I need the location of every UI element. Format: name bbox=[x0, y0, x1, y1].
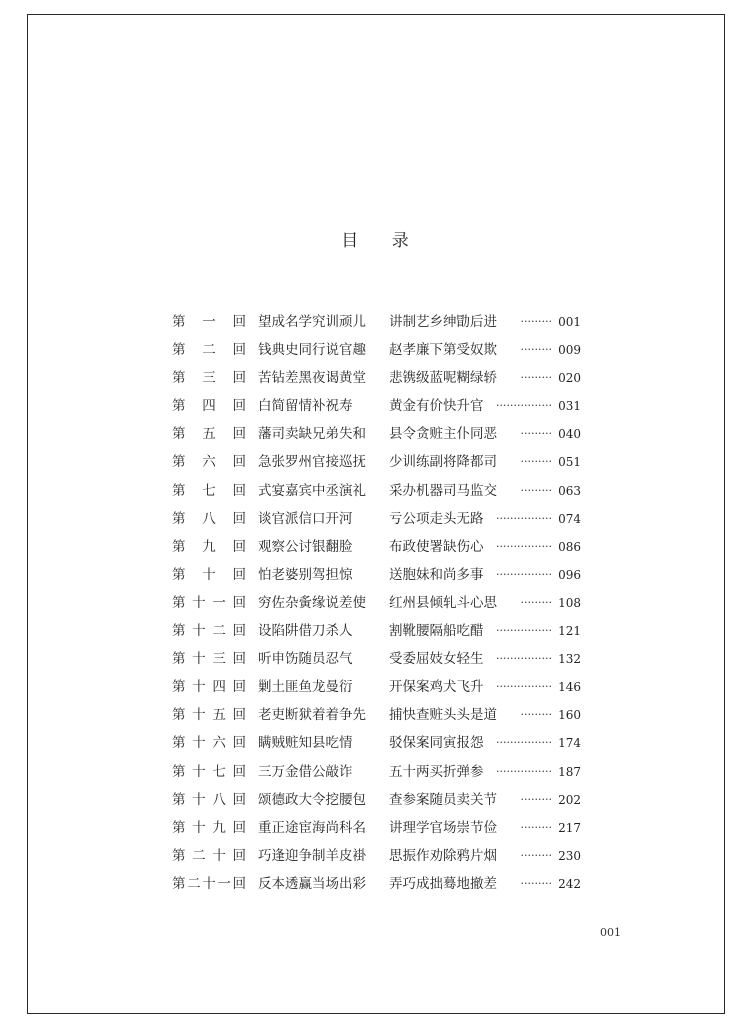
chapter-number-char: 第 bbox=[172, 623, 186, 640]
chapter-heading-first: 反本透赢当场出彩 bbox=[258, 875, 366, 892]
chapter-number-char: 第 bbox=[172, 791, 186, 808]
dot-leader: ········· bbox=[520, 792, 552, 806]
chapter-number-char: 九 bbox=[212, 819, 226, 836]
chapter-number bbox=[172, 872, 246, 896]
toc-entry[interactable] bbox=[172, 675, 587, 703]
chapter-number bbox=[172, 591, 246, 615]
chapter-number-char: 十 bbox=[192, 679, 206, 696]
chapter-heading-first: 怕老婆别驾担惊 bbox=[258, 566, 353, 583]
chapter-page-number: 217 bbox=[558, 820, 581, 835]
chapter-number bbox=[172, 563, 246, 587]
chapter-page-number: 074 bbox=[558, 511, 581, 526]
dot-leader: ········· bbox=[520, 483, 552, 497]
toc-entry[interactable] bbox=[172, 844, 587, 872]
chapter-number bbox=[172, 731, 246, 755]
chapter-number-char: 回 bbox=[232, 538, 246, 555]
chapter-number-char: 回 bbox=[232, 763, 246, 780]
chapter-heading-first: 望成名学究训顽儿 bbox=[258, 314, 366, 330]
chapter-number-char: 二 bbox=[192, 847, 206, 864]
chapter-page-number: 174 bbox=[558, 736, 581, 751]
chapter-heading-second: 驳保案同寅报怨 bbox=[389, 735, 484, 752]
chapter-number-char: 八 bbox=[212, 791, 226, 808]
chapter-page-number: 187 bbox=[558, 764, 581, 779]
chapter-heading-first: 藩司卖缺兄弟失和 bbox=[258, 426, 366, 443]
chapter-number-char: 十 bbox=[192, 623, 206, 640]
chapter-number bbox=[172, 507, 246, 531]
chapter-heading-second: 亏公项走头无路 bbox=[389, 510, 484, 527]
chapter-number-char: 七 bbox=[212, 763, 226, 780]
chapter-number-char: 十 bbox=[192, 735, 206, 752]
dot-leader: ········· bbox=[520, 371, 552, 385]
chapter-heading-second: 割靴腰隔船吃醋 bbox=[389, 623, 484, 640]
chapter-number-char: 回 bbox=[232, 370, 246, 387]
chapter-number-char: 二 bbox=[202, 342, 216, 359]
chapter-number-char: 三 bbox=[212, 651, 226, 668]
chapter-heading-first: 重正途宦海尚科名 bbox=[258, 819, 366, 836]
chapter-page-number: 160 bbox=[558, 708, 581, 723]
dot-leader: ················ bbox=[496, 399, 552, 413]
chapter-number-char: 第 bbox=[172, 566, 186, 583]
dot-leader: ········· bbox=[520, 595, 552, 609]
chapter-page-number: 040 bbox=[558, 427, 581, 442]
chapter-number-char: 二 bbox=[187, 875, 201, 892]
chapter-number-char: 回 bbox=[232, 566, 246, 583]
chapter-number-char: 第 bbox=[172, 651, 186, 668]
chapter-number-char: 第 bbox=[172, 763, 186, 780]
chapter-number-char: 三 bbox=[202, 370, 216, 387]
dot-leader: ········· bbox=[520, 315, 552, 328]
toc-entry[interactable] bbox=[172, 479, 587, 507]
page-number: 001 bbox=[600, 926, 621, 939]
chapter-heading-first: 剿土匪鱼龙曼衍 bbox=[258, 679, 353, 696]
chapter-number-char: 第 bbox=[172, 819, 186, 836]
chapter-heading-first: 谈官派信口开河 bbox=[258, 510, 353, 527]
chapter-heading-second: 讲理学官场崇节俭 bbox=[389, 819, 497, 836]
chapter-number-char: 第 bbox=[172, 538, 186, 555]
chapter-number-char: 回 bbox=[232, 651, 246, 668]
chapter-number-char: 回 bbox=[232, 819, 246, 836]
dot-leader: ········· bbox=[520, 876, 552, 890]
chapter-number bbox=[172, 703, 246, 727]
chapter-heading-second: 讲制艺乡绅勖后进 bbox=[389, 314, 497, 330]
chapter-heading-second: 少训练副将降都司 bbox=[389, 454, 497, 471]
chapter-page-number: 009 bbox=[558, 343, 581, 358]
chapter-number bbox=[172, 816, 246, 840]
chapter-number-char: 第 bbox=[172, 594, 186, 611]
chapter-page-number: 132 bbox=[558, 652, 581, 667]
chapter-number-char: 回 bbox=[232, 454, 246, 471]
dot-leader: ········· bbox=[520, 455, 552, 469]
toc-entry[interactable] bbox=[172, 422, 587, 450]
chapter-page-number: 108 bbox=[558, 595, 581, 610]
chapter-page-number: 086 bbox=[558, 539, 581, 554]
chapter-number-char: 九 bbox=[202, 538, 216, 555]
chapter-heading-first: 老吏断狱着着争先 bbox=[258, 707, 366, 724]
chapter-heading-second: 红州县倾轧斗心思 bbox=[389, 594, 497, 611]
chapter-number-char: 第 bbox=[172, 482, 186, 499]
chapter-number bbox=[172, 760, 246, 784]
chapter-heading-second: 悲镌级蓝呢糊绿轿 bbox=[389, 370, 497, 387]
chapter-page-number: 242 bbox=[558, 876, 581, 891]
chapter-number-char: 第 bbox=[172, 342, 186, 359]
chapter-number-char: 回 bbox=[232, 875, 246, 892]
chapter-number-char: 回 bbox=[232, 482, 246, 499]
chapter-number-char: 第 bbox=[172, 454, 186, 471]
chapter-number-char: 十 bbox=[192, 707, 206, 724]
chapter-heading-first: 急张罗州官接巡抚 bbox=[258, 454, 366, 471]
chapter-number-char: 第 bbox=[172, 426, 186, 443]
chapter-heading-first: 穷佐杂夤缘说差使 bbox=[258, 594, 366, 611]
chapter-page-number: 031 bbox=[558, 399, 581, 414]
chapter-heading-first: 巧逢迎争制羊皮褂 bbox=[258, 847, 366, 864]
chapter-heading-second: 黄金有价快升官 bbox=[389, 398, 484, 415]
chapter-number-char: 第 bbox=[172, 875, 186, 892]
chapter-page-number: 020 bbox=[558, 371, 581, 386]
dot-leader: ········· bbox=[520, 848, 552, 862]
chapter-number bbox=[172, 619, 246, 643]
chapter-number-char: 第 bbox=[172, 314, 186, 330]
chapter-heading-first: 瞒贼赃知县吃情 bbox=[258, 735, 353, 752]
dot-leader: ················ bbox=[496, 624, 552, 638]
chapter-number-char: 六 bbox=[212, 735, 226, 752]
chapter-number-char: 回 bbox=[232, 735, 246, 752]
chapter-number bbox=[172, 675, 246, 699]
toc-entry[interactable] bbox=[172, 816, 587, 844]
chapter-number-char: 第 bbox=[172, 847, 186, 864]
toc-entry[interactable] bbox=[172, 591, 587, 619]
chapter-heading-first: 式宴嘉宾中丞演礼 bbox=[258, 482, 366, 499]
toc-entry[interactable] bbox=[172, 872, 587, 900]
chapter-page-number: 121 bbox=[558, 624, 581, 639]
chapter-number-char: 四 bbox=[212, 679, 226, 696]
chapter-heading-second: 县令贪赃主仆同恶 bbox=[389, 426, 497, 443]
chapter-number bbox=[172, 422, 246, 446]
chapter-number-char: 十 bbox=[202, 875, 216, 892]
chapter-number-char: 十 bbox=[192, 594, 206, 611]
chapter-number-char: 四 bbox=[202, 398, 216, 415]
chapter-heading-second: 查参案随员卖关节 bbox=[389, 791, 497, 808]
chapter-page-number: 230 bbox=[558, 848, 581, 863]
chapter-number-char: 回 bbox=[232, 342, 246, 359]
chapter-heading-second: 捕快查赃头头是道 bbox=[389, 707, 497, 724]
chapter-number-char: 五 bbox=[212, 707, 226, 724]
chapter-number-char: 回 bbox=[232, 707, 246, 724]
chapter-heading-first: 钱典史同行说官趣 bbox=[258, 342, 366, 359]
chapter-number-char: 回 bbox=[232, 398, 246, 415]
chapter-number-char: 十 bbox=[192, 791, 206, 808]
chapter-number-char: 回 bbox=[232, 847, 246, 864]
toc-entry[interactable] bbox=[172, 394, 587, 422]
toc-entry[interactable] bbox=[172, 703, 587, 731]
chapter-number-char: 第 bbox=[172, 735, 186, 752]
chapter-number bbox=[172, 366, 246, 390]
toc-entry[interactable] bbox=[172, 338, 587, 366]
dot-leader: ········· bbox=[520, 820, 552, 834]
chapter-page-number: 051 bbox=[558, 455, 581, 470]
chapter-page-number: 096 bbox=[558, 567, 581, 582]
toc-entry[interactable] bbox=[172, 731, 587, 759]
chapter-number-char: 回 bbox=[232, 791, 246, 808]
chapter-heading-first: 白简留情补祝寿 bbox=[258, 398, 353, 415]
chapter-heading-first: 三万金借公敲诈 bbox=[258, 763, 353, 780]
dot-leader: ················ bbox=[496, 567, 552, 581]
chapter-number-char: 十 bbox=[192, 651, 206, 668]
dot-leader: ················ bbox=[496, 680, 552, 694]
chapter-page-number: 001 bbox=[558, 315, 581, 329]
chapter-number bbox=[172, 479, 246, 503]
chapter-heading-second: 开保案鸡犬飞升 bbox=[389, 679, 484, 696]
chapter-number-char: 十 bbox=[192, 763, 206, 780]
chapter-number-char: 八 bbox=[202, 510, 216, 527]
toc-entry[interactable] bbox=[172, 647, 587, 675]
toc-entry[interactable] bbox=[172, 760, 587, 788]
chapter-page-number: 063 bbox=[558, 483, 581, 498]
dot-leader: ········· bbox=[520, 708, 552, 722]
toc-entry[interactable] bbox=[172, 366, 587, 394]
chapter-heading-first: 苦钻差黑夜谒黄堂 bbox=[258, 370, 366, 387]
chapter-number-char: 回 bbox=[232, 510, 246, 527]
chapter-heading-second: 五十两买折弹参 bbox=[389, 763, 484, 780]
toc-entry[interactable] bbox=[172, 507, 587, 535]
chapter-number-char: 回 bbox=[232, 594, 246, 611]
chapter-number-char: 一 bbox=[212, 594, 226, 611]
chapter-heading-second: 送胞妹和尚多事 bbox=[389, 566, 484, 583]
chapter-number bbox=[172, 844, 246, 868]
chapter-number-char: 回 bbox=[232, 314, 246, 330]
toc-entry[interactable] bbox=[172, 535, 587, 563]
chapter-number-char: 一 bbox=[202, 314, 216, 330]
toc-entry[interactable] bbox=[172, 563, 587, 591]
dot-leader: ················ bbox=[496, 736, 552, 750]
chapter-heading-first: 设陷阱借刀杀人 bbox=[258, 623, 353, 640]
chapter-number-char: 七 bbox=[202, 482, 216, 499]
chapter-heading-first: 听申饬随员忍气 bbox=[258, 651, 353, 668]
chapter-number bbox=[172, 450, 246, 474]
chapter-heading-second: 受委屈妓女轻生 bbox=[389, 651, 484, 668]
toc-entry[interactable] bbox=[172, 619, 587, 647]
chapter-number-char: 第 bbox=[172, 707, 186, 724]
toc-entry[interactable] bbox=[172, 310, 587, 338]
dot-leader: ················ bbox=[496, 652, 552, 666]
chapter-number-char: 五 bbox=[202, 426, 216, 443]
chapter-number-char: 十 bbox=[212, 847, 226, 864]
toc-entry[interactable] bbox=[172, 450, 587, 478]
dot-leader: ················ bbox=[496, 539, 552, 553]
chapter-number bbox=[172, 338, 246, 362]
chapter-number-char: 六 bbox=[202, 454, 216, 471]
chapter-heading-first: 颂德政大令挖腰包 bbox=[258, 791, 366, 808]
toc-title: 目 录 bbox=[341, 231, 423, 251]
chapter-number bbox=[172, 535, 246, 559]
toc-entry[interactable] bbox=[172, 788, 587, 816]
chapter-number bbox=[172, 788, 246, 812]
chapter-heading-second: 思振作劝除鸦片烟 bbox=[389, 847, 497, 864]
chapter-page-number: 202 bbox=[558, 792, 581, 807]
chapter-number-char: 回 bbox=[232, 679, 246, 696]
dot-leader: ········· bbox=[520, 343, 552, 357]
chapter-number-char: 回 bbox=[232, 426, 246, 443]
chapter-number-char: 十 bbox=[192, 819, 206, 836]
chapter-heading-second: 布政使署缺伤心 bbox=[389, 538, 484, 555]
chapter-number-char: 回 bbox=[232, 623, 246, 640]
chapter-number-char: 二 bbox=[212, 623, 226, 640]
dot-leader: ················ bbox=[496, 511, 552, 525]
chapter-number bbox=[172, 394, 246, 418]
chapter-page-number: 146 bbox=[558, 680, 581, 695]
chapter-heading-second: 赵孝廉下第受奴欺 bbox=[389, 342, 497, 359]
chapter-heading-second: 采办机器司马监交 bbox=[389, 482, 497, 499]
chapter-number-char: 第 bbox=[172, 679, 186, 696]
chapter-heading-second: 弄巧成拙蓦地撤差 bbox=[389, 875, 497, 892]
table-of-contents bbox=[172, 310, 587, 900]
chapter-number-char: 第 bbox=[172, 370, 186, 387]
chapter-number-char: 第 bbox=[172, 510, 186, 527]
chapter-number bbox=[172, 647, 246, 671]
dot-leader: ········· bbox=[520, 427, 552, 441]
chapter-heading-first: 观察公讨银翻脸 bbox=[258, 538, 353, 555]
chapter-number-char: 第 bbox=[172, 398, 186, 415]
chapter-number bbox=[172, 310, 246, 334]
chapter-number-char: 一 bbox=[217, 875, 231, 892]
chapter-number-char: 十 bbox=[202, 566, 216, 583]
dot-leader: ················ bbox=[496, 764, 552, 778]
